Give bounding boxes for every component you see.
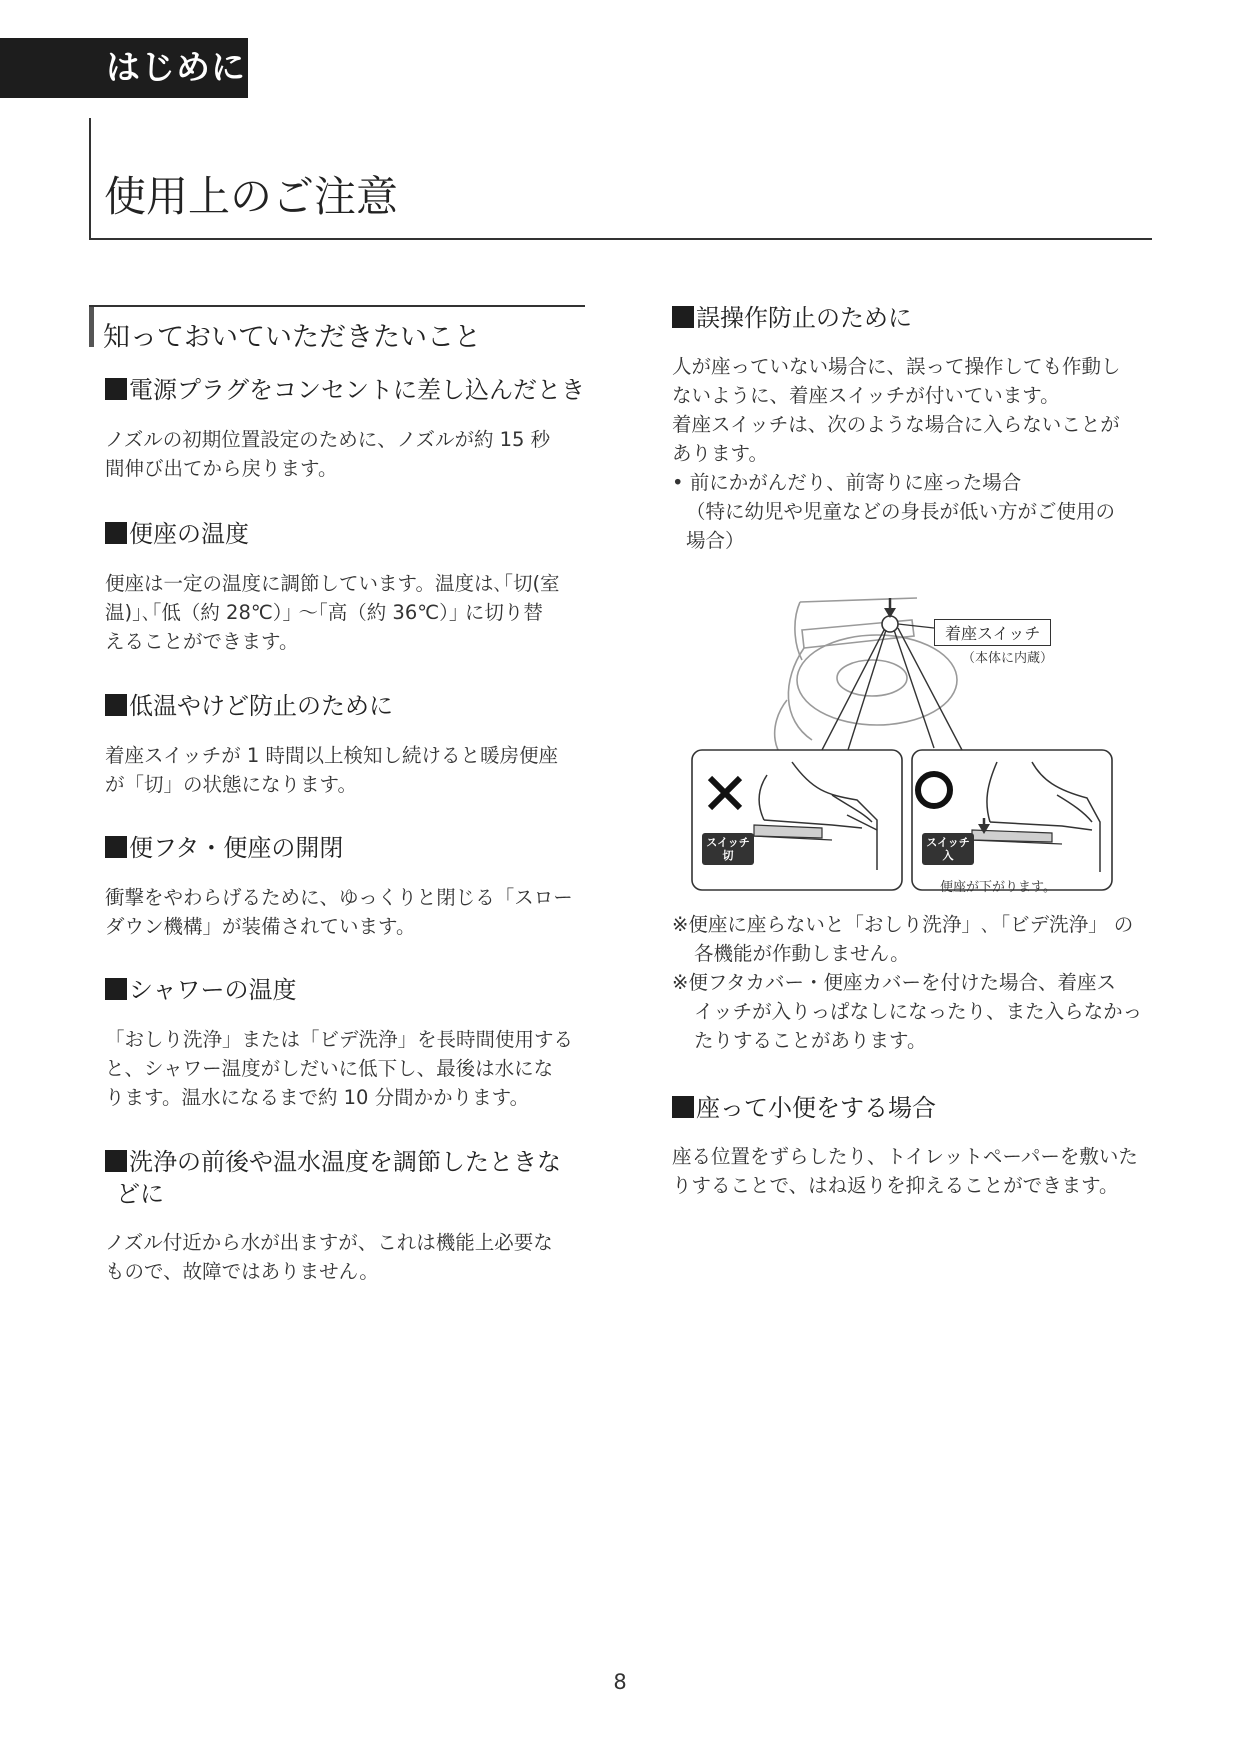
note-line: たりすることがあります。 (694, 1029, 927, 1052)
heading-text: 洗浄の前後や温水温度を調節したときな (129, 1148, 561, 1176)
heading-wash-adjust (105, 1146, 595, 1210)
text-line: 「おしり洗浄」または「ビデ洗浄」を長時間使用する (105, 1028, 574, 1051)
text-line: が「切」の状態になります。 (105, 773, 357, 796)
text-line: ないように、着座スイッチが付いています。 (672, 384, 1060, 407)
switch-off-badge (702, 833, 754, 865)
heading-misoperation (672, 302, 912, 334)
heading-text-line2: どに (116, 1180, 164, 1208)
text-line: 間伸び出てから戻ります。 (105, 457, 338, 480)
para-wash-adjust (105, 1228, 553, 1286)
square-bullet-icon (105, 694, 127, 716)
para-low-temp-burn (105, 741, 558, 799)
text-line: （特に幼児や児童などの身長が低い方がご使用の (686, 500, 1116, 523)
para-power-plug (105, 425, 550, 483)
text-line: 座る位置をずらしたり、トイレットペーパーを敷いた (672, 1145, 1138, 1168)
bullet-line: • 前にかがんだり、前寄りに座った場合 (672, 471, 1022, 494)
heading-text: 誤操作防止のために (696, 304, 912, 332)
page-number: 8 (613, 1670, 627, 1694)
page-title: 使用上のご注意 (104, 172, 399, 221)
square-bullet-icon (105, 378, 127, 400)
heading-low-temp-burn (105, 690, 393, 722)
title-rule-horizontal (89, 238, 1152, 240)
square-bullet-icon (105, 1150, 127, 1172)
text-line: 温)｣､｢低（約 28℃）｣ 〜｢高（約 36℃）｣ に切り替 (105, 601, 543, 624)
seat-switch-sublabel: （本体に内蔵） (962, 651, 1054, 666)
text-line: と、シャワー温度がしだいに低下し、最後は水にな (105, 1057, 554, 1080)
text-line: ダウン機構」が装備されています。 (105, 915, 416, 938)
note-line: ※便フタカバー・便座カバーを付けた場合、着座ス (672, 971, 1116, 994)
heading-power-plug (105, 374, 585, 406)
text-line: ノズル付近から水が出ますが、これは機能上必要な (105, 1231, 553, 1254)
text-line: あります。 (672, 442, 768, 465)
para-urinate-seated (672, 1142, 1138, 1200)
para-shower-temp (105, 1025, 573, 1112)
badge-line: スイッチ (706, 836, 750, 849)
para-misoperation (672, 352, 1121, 555)
heading-seat-temp (105, 518, 249, 550)
text-line: 着座スイッチは、次のような場合に入らないことが (672, 413, 1120, 436)
text-line: りすることで、はね返りを抑えることができます。 (672, 1174, 1119, 1197)
heading-urinate-seated (672, 1092, 936, 1124)
square-bullet-icon (105, 522, 127, 544)
text-line: 場合） (686, 529, 745, 552)
figure-caption: 便座が下がります。 (940, 880, 1056, 895)
section-tab: はじめに (0, 38, 248, 98)
text-line: 便座は一定の温度に調節しています。温度は､｢切(室 (105, 572, 560, 595)
seat-switch-illustration (672, 590, 1132, 910)
switch-on-badge (922, 833, 974, 865)
heading-text: シャワーの温度 (129, 976, 297, 1004)
heading-text: 便座の温度 (129, 520, 249, 548)
note-line: ※便座に座らないと「おしり洗浄」､「ビデ洗浄」 の (672, 913, 1134, 936)
heading-shower-temp (105, 974, 297, 1006)
text-line: ノズルの初期位置設定のために、ノズルが約 15 秒 (105, 428, 551, 451)
title-rule-vertical (89, 118, 91, 240)
badge-line: 入 (942, 849, 954, 862)
note-line: 各機能が作動しません。 (694, 942, 910, 965)
heading-text: 座って小便をする場合 (696, 1094, 936, 1122)
text-line: 人が座っていない場合に、誤って操作しても作動し (672, 355, 1121, 378)
square-bullet-icon (105, 978, 127, 1000)
square-bullet-icon (672, 306, 694, 328)
para-lid-seat (105, 883, 573, 941)
subsection-title-text: 知っておいていただきたいこと (103, 322, 481, 353)
square-bullet-icon (105, 836, 127, 858)
text-line: 着座スイッチが 1 時間以上検知し続けると暖房便座 (105, 744, 559, 767)
para-seat-temp (105, 569, 560, 656)
square-bullet-icon (672, 1096, 694, 1118)
text-line: えることができます。 (105, 630, 299, 653)
heading-text: 電源プラグをコンセントに差し込んだとき (129, 376, 585, 404)
text-line: もので、故障ではありません。 (105, 1260, 379, 1283)
note-line: イッチが入りっぱなしになったり、また入らなかっ (694, 1000, 1143, 1023)
heading-lid-seat (105, 832, 343, 864)
badge-line: 切 (722, 849, 734, 862)
subsection-title (89, 305, 585, 353)
notes (672, 910, 1142, 1055)
text-line: ります。温水になるまで約 10 分間かかります。 (105, 1086, 530, 1109)
text-line: 衝撃をやわらげるために、ゆっくりと閉じる「スロー (105, 886, 573, 909)
seat-switch-label: 着座スイッチ (934, 619, 1051, 646)
heading-text: 低温やけど防止のために (129, 692, 393, 720)
badge-line: スイッチ (926, 836, 970, 849)
heading-text: 便フタ・便座の開閉 (129, 834, 344, 862)
